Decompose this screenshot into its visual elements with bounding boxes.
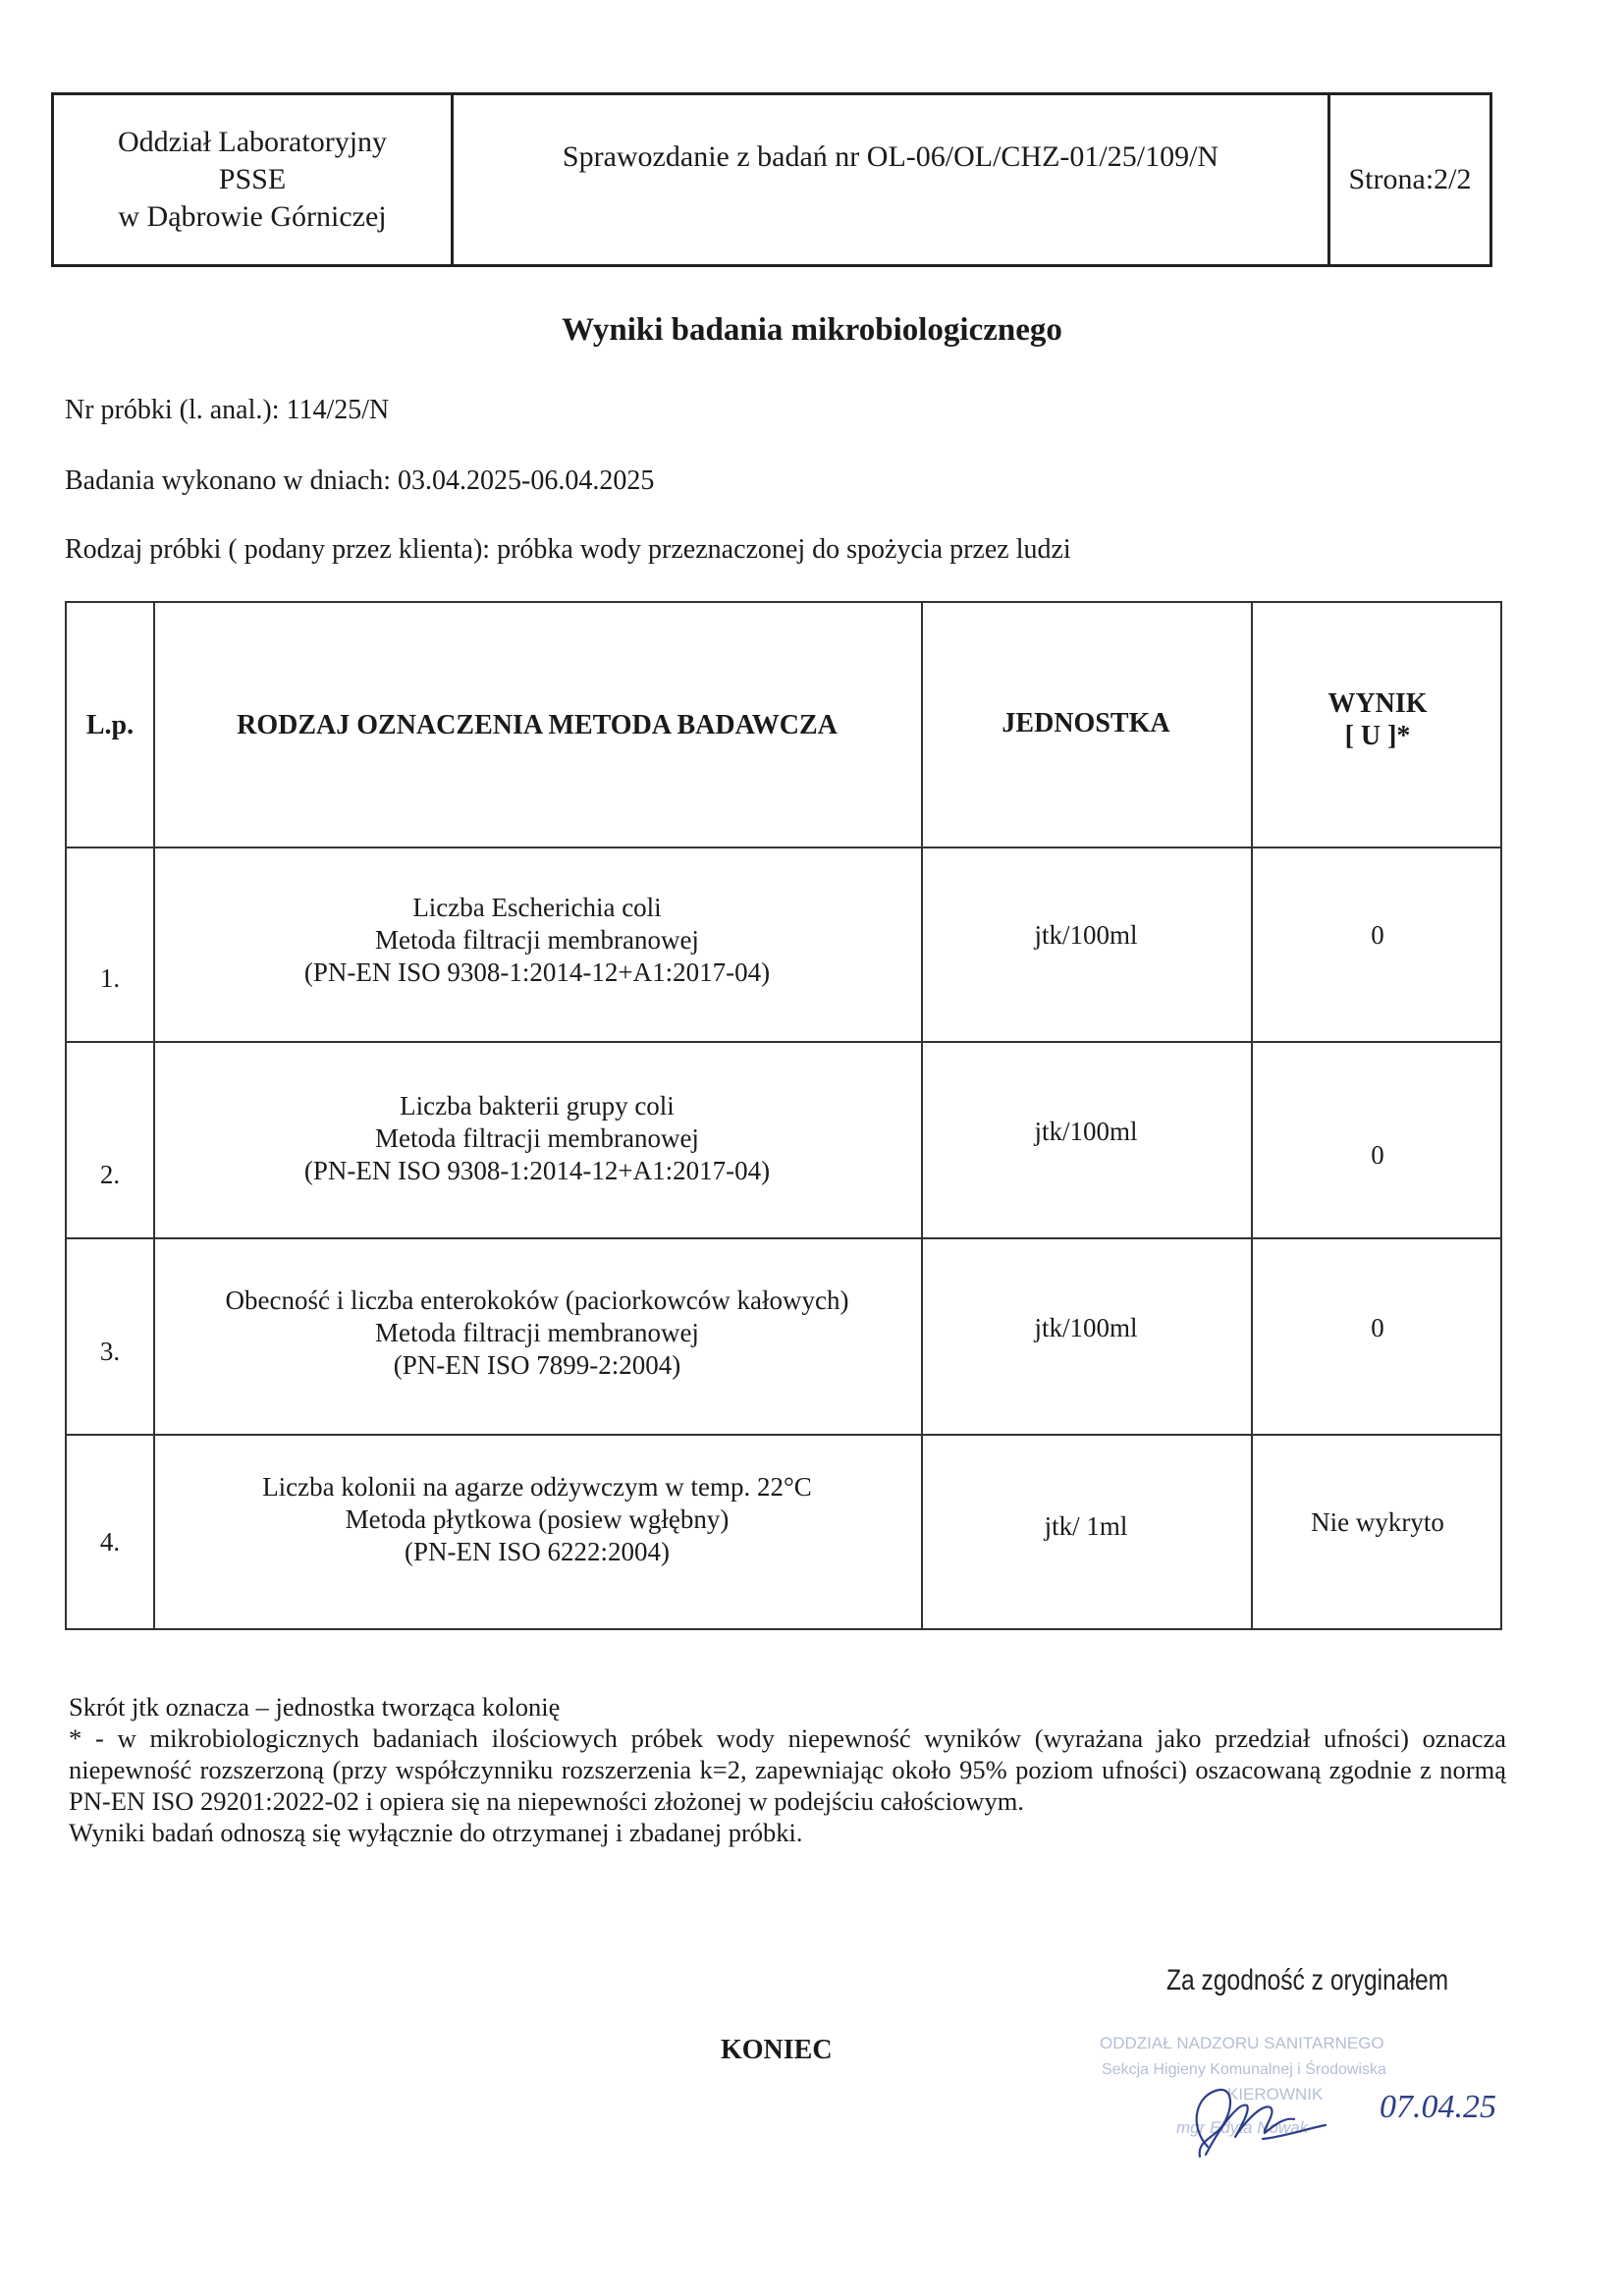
row-4-result: Nie wykryto — [1311, 1507, 1444, 1537]
page-title: Wyniki badania mikrobiologicznego — [562, 312, 1062, 348]
row-1-method: Liczba Escherichia coli Metoda filtracji membranowej (PN-EN ISO 9308-1:2014-12+A1:2017-04) — [303, 893, 771, 987]
report-number: Sprawozdanie z badań nr OL-06/OL/CHZ-01/25/109/N — [562, 140, 1219, 173]
report-title-cell — [454, 95, 1330, 264]
official-seal-signature — [1090, 2031, 1502, 2208]
row-1-result: 0 — [1371, 920, 1384, 950]
org-line-3: w Dąbrowie Górniczej — [118, 200, 387, 233]
seal-line-1: ODDZIAŁ NADZORU SANITARNEGO — [1100, 2034, 1384, 2052]
row-3-result: 0 — [1371, 1313, 1384, 1342]
row-4-method: Liczba kolonii na agarze odżywczym w temp. 22°C Metoda płytkowa (posiew wgłębny) (PN-EN ISO 6222:2004) — [262, 1472, 812, 1566]
abbreviation-note: Skrót jtk oznacza – jednostka tworząca kolonię — [69, 1692, 561, 1722]
footnotes — [69, 1691, 1506, 1848]
sample-type: Rodzaj próbki ( podany przez klienta): próbka wody przeznaczonej do spożycia przez ludzi — [65, 534, 1071, 565]
page-cell — [1330, 95, 1489, 264]
row-3-lp: 3. — [99, 1337, 121, 1366]
certified-copy-stamp: Za zgodność z oryginałem — [1166, 1964, 1449, 1996]
org-line-1: Oddział Laboratoryjny — [117, 126, 388, 158]
row-4-lp: 4. — [99, 1527, 121, 1557]
row-1-lp: 1. — [99, 963, 121, 993]
signature-date: 07.04.25 — [1380, 2089, 1496, 2125]
seal-line-4: mgr Edyta Nowak — [1176, 2118, 1309, 2137]
seal-line-3: KIEROWNIK — [1227, 2085, 1324, 2104]
end-label: KONIEC — [721, 2035, 833, 2065]
org-line-2: PSSE — [218, 163, 287, 195]
row-3-unit: jtk/100ml — [1034, 1313, 1138, 1342]
row-2-result: 0 — [1371, 1140, 1384, 1170]
seal-line-2: Sekcja Higieny Komunalnej i Środowiska — [1102, 2061, 1386, 2078]
page-number: Strona:2/2 — [1348, 163, 1472, 195]
header-method: RODZAJ OZNACZENIA METODA BADAWCZA — [237, 710, 838, 740]
row-2-method: Liczba bakterii grupy coli Metoda filtracji membranowej (PN-EN ISO 9308-1:2014-12+A1:2017-04) — [303, 1091, 771, 1185]
scope-note: Wyniki badań odnoszą się wyłącznie do otrzymanej i zbadanej próbki. — [69, 1818, 803, 1847]
row-3-method: Obecność i liczba enterokoków (paciorkowców kałowych) Metoda filtracji membranowej (PN-EN ISO 7899-2:2004) — [225, 1285, 849, 1380]
results-table — [65, 601, 1502, 1630]
sample-number: Nr próbki (l. anal.): 114/25/N — [65, 395, 390, 425]
header-unit: JEDNOSTKA — [1001, 708, 1170, 738]
test-dates: Badania wykonano w dniach: 03.04.2025-06.04.2025 — [65, 465, 655, 496]
row-2-lp: 2. — [99, 1160, 121, 1189]
row-4-unit: jtk/ 1ml — [1044, 1511, 1128, 1541]
uncertainty-note: * - w mikrobiologicznych badaniach ilościowych próbek wody niepewność wyników (wyrażana jako przedział ufności) oznacza niepewność rozszerzoną (przy współczynniku rozszerzenia k=2, zapewniając około 95% poziom ufności) oszacowaną zgodnie z normą PN-EN ISO 29201:2022-02 i opiera się na niepewności złożonej w podejściu całościowym. — [69, 1723, 1506, 1816]
row-2-unit: jtk/100ml — [1034, 1117, 1138, 1146]
report-header — [51, 92, 1492, 267]
header-lp: L.p. — [85, 710, 135, 740]
header-result: WYNIK [ U ]* — [1327, 688, 1428, 751]
row-1-unit: jtk/100ml — [1034, 920, 1138, 950]
organization-cell — [54, 95, 454, 264]
